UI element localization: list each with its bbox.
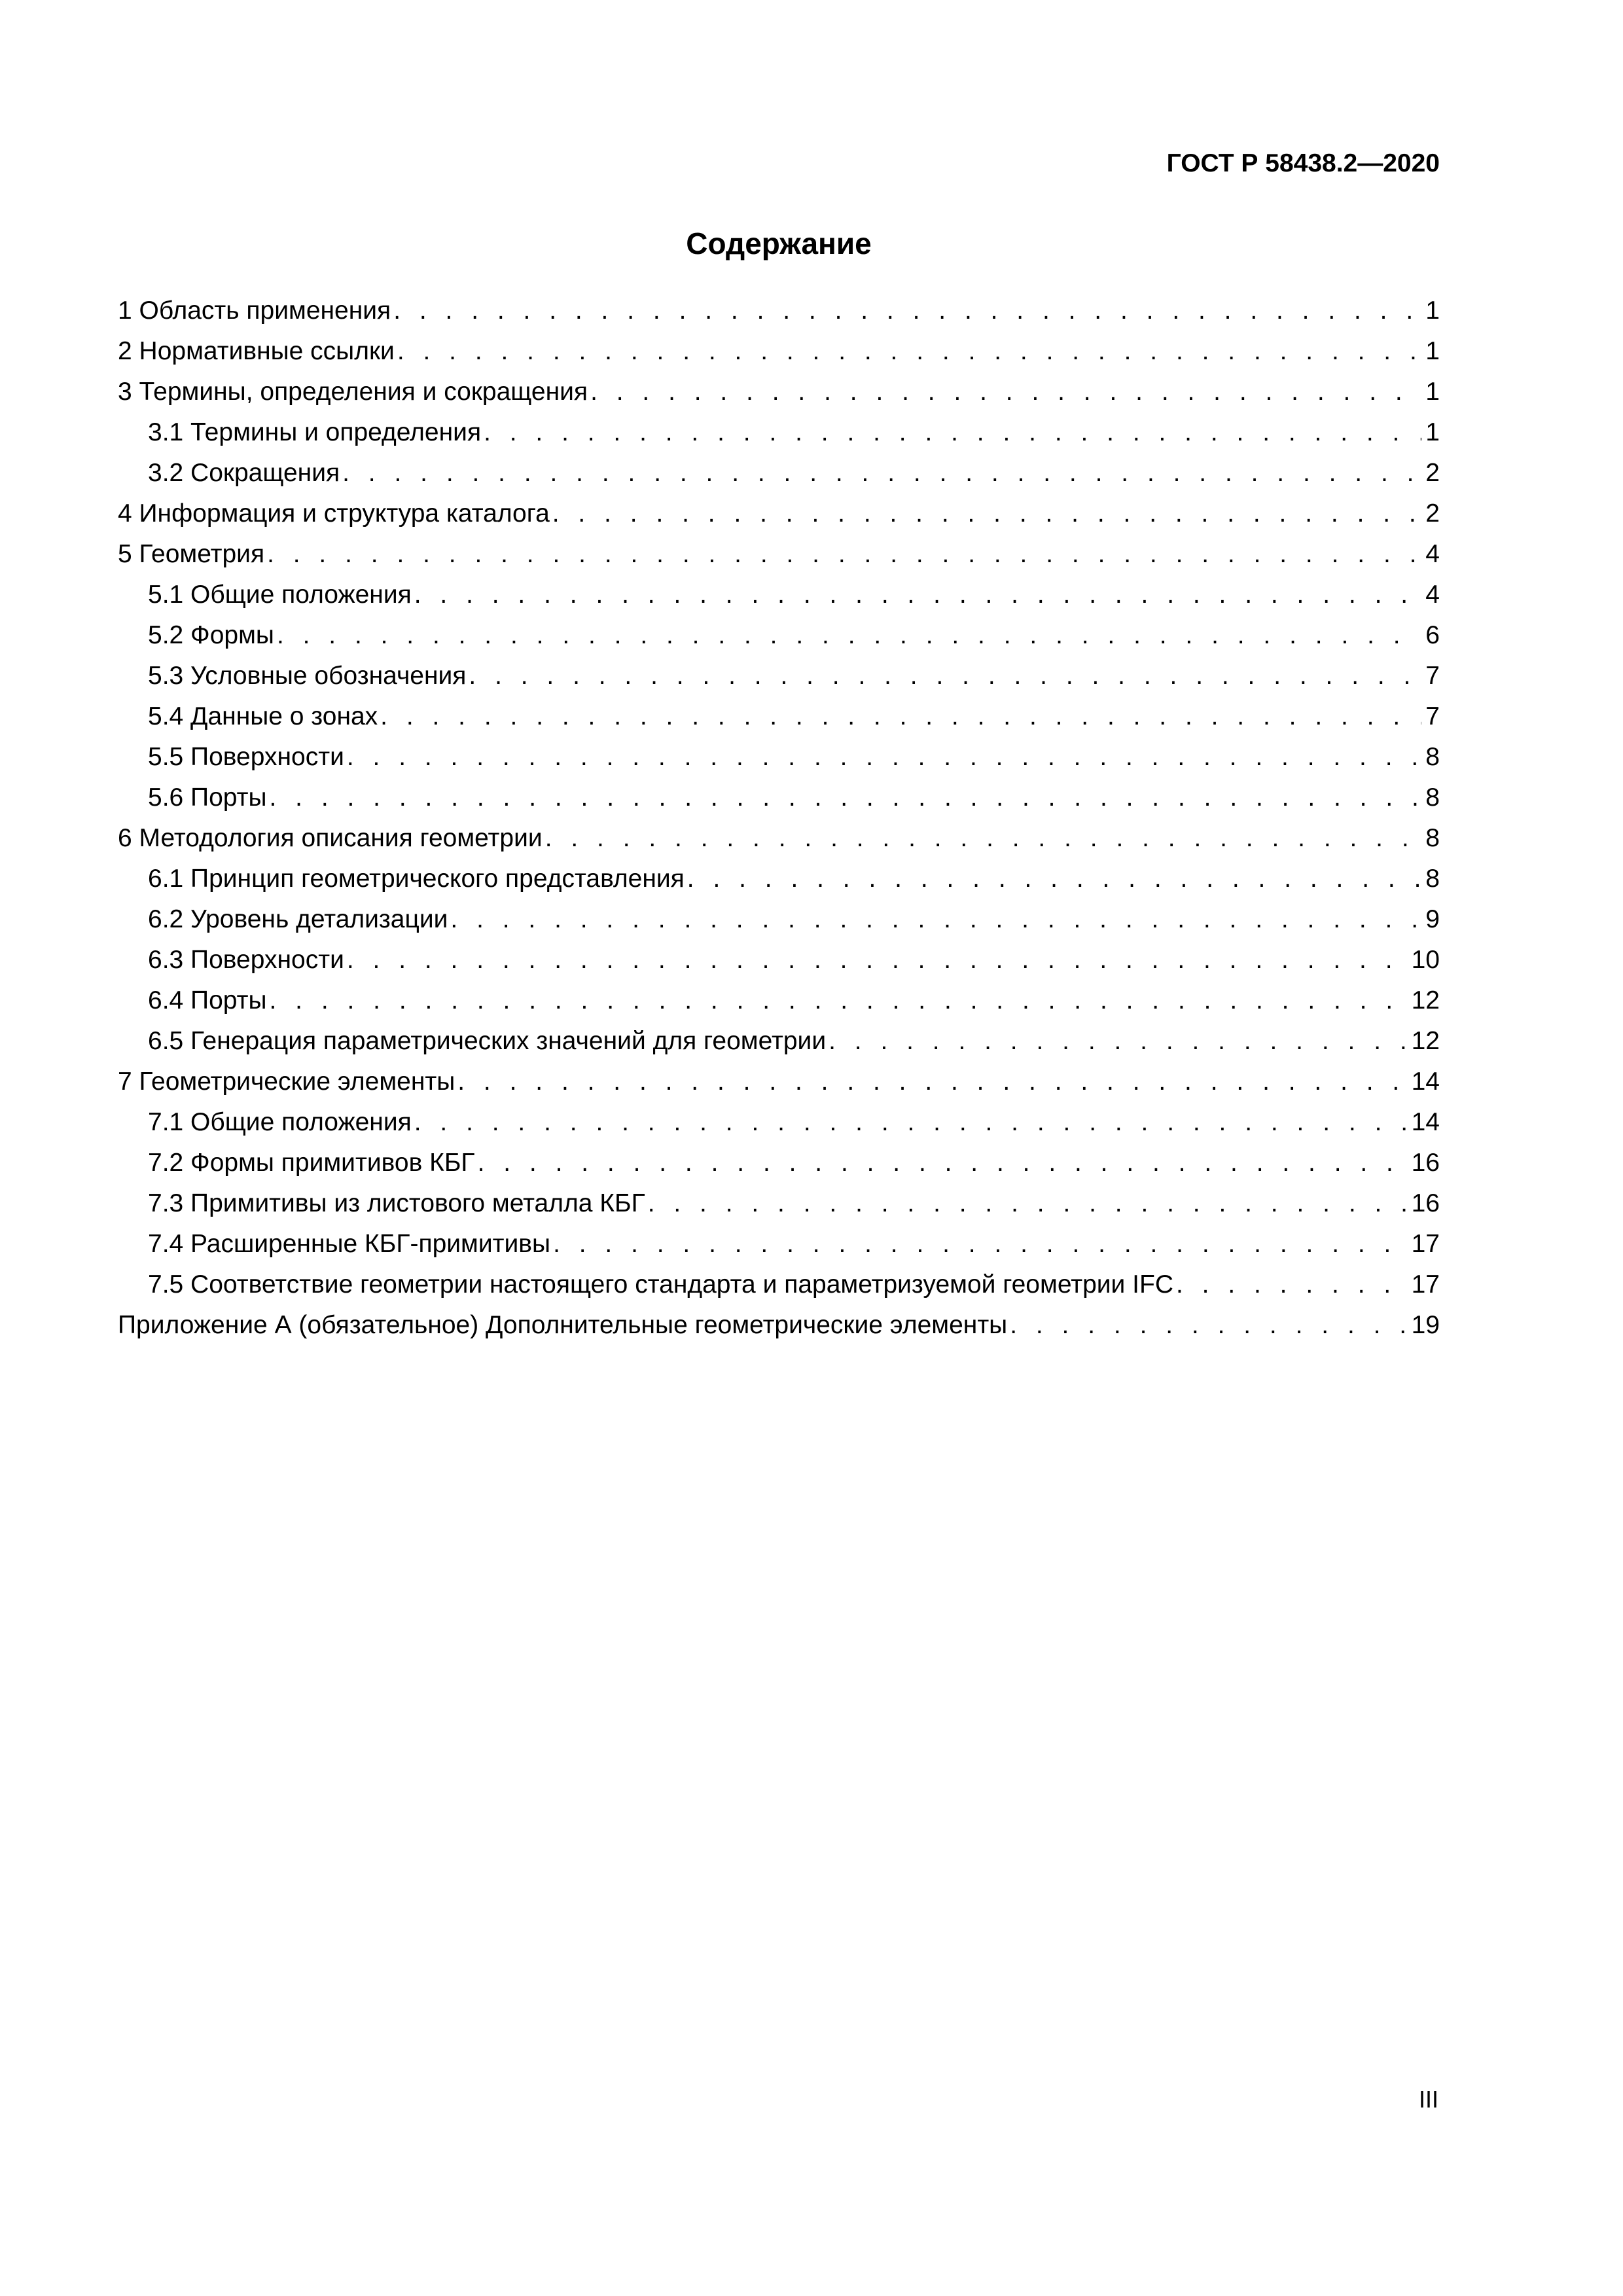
table-of-contents — [118, 291, 1440, 1346]
toc-entry-page: 17 — [1411, 1230, 1440, 1258]
toc-entry[interactable] — [118, 980, 1440, 1021]
toc-entry-page: 8 — [1425, 743, 1440, 771]
toc-entry[interactable] — [118, 1143, 1440, 1183]
toc-entry-page: 1 — [1425, 418, 1440, 446]
toc-entry-label: 5.6 Порты — [148, 783, 267, 812]
toc-entry-label: 3.2 Сокращения — [148, 459, 340, 487]
toc-entry-label: 7.2 Формы примитивов КБГ — [148, 1149, 475, 1177]
toc-dot-leader — [380, 696, 1421, 737]
toc-dot-leader — [397, 331, 1421, 372]
toc-dot-leader — [1176, 1265, 1408, 1305]
toc-dot-leader — [484, 412, 1421, 453]
toc-entry[interactable] — [118, 899, 1440, 940]
toc-entry[interactable] — [118, 1062, 1440, 1102]
toc-entry[interactable] — [118, 331, 1440, 372]
toc-entry-page: 2 — [1425, 499, 1440, 528]
toc-entry-page: 4 — [1425, 581, 1440, 609]
document-code: ГОСТ Р 58438.2—2020 — [1166, 149, 1440, 177]
toc-entry-label: 5 Геометрия — [118, 540, 265, 568]
toc-entry[interactable] — [118, 859, 1440, 899]
toc-entry-label: 7 Геометрические элементы — [118, 1067, 455, 1096]
toc-entry[interactable] — [118, 575, 1440, 615]
toc-entry[interactable] — [118, 1224, 1440, 1265]
toc-dot-leader — [457, 1062, 1407, 1102]
toc-entry-label: 5.2 Формы — [148, 621, 274, 649]
toc-entry-label: Приложение А (обязательное) Дополнительные геометрические элементы — [118, 1311, 1008, 1339]
toc-entry-label: 7.1 Общие положения — [148, 1108, 412, 1136]
toc-entry-page: 2 — [1425, 459, 1440, 487]
toc-entry-label: 1 Область применения — [118, 296, 391, 325]
toc-entry[interactable] — [118, 1265, 1440, 1305]
toc-dot-leader — [553, 1224, 1408, 1265]
toc-entry-page: 1 — [1425, 378, 1440, 406]
toc-entry-label: 5.5 Поверхности — [148, 743, 344, 771]
toc-entry-label: 6.5 Генерация параметрических значений для геометрии — [148, 1027, 827, 1055]
toc-dot-leader — [648, 1183, 1408, 1224]
toc-dot-leader — [687, 859, 1422, 899]
toc-entry-page: 7 — [1425, 702, 1440, 730]
toc-entry-page: 10 — [1411, 946, 1440, 974]
toc-dot-leader — [469, 656, 1421, 696]
page-number: III — [1418, 2086, 1438, 2113]
toc-dot-leader — [277, 615, 1421, 656]
toc-dot-leader — [545, 818, 1422, 859]
toc-entry-page: 8 — [1425, 783, 1440, 812]
toc-entry[interactable] — [118, 1102, 1440, 1143]
toc-dot-leader — [270, 778, 1422, 818]
toc-entry-page: 14 — [1411, 1108, 1440, 1136]
toc-entry[interactable] — [118, 534, 1440, 575]
toc-entry-page: 7 — [1425, 662, 1440, 690]
toc-dot-leader — [450, 899, 1421, 940]
toc-entry-page: 19 — [1411, 1311, 1440, 1339]
toc-entry-label: 5.3 Условные обозначения — [148, 662, 467, 690]
toc-entry-label: 3.1 Термины и определения — [148, 418, 482, 446]
toc-entry-label: 7.4 Расширенные КБГ-примитивы — [148, 1230, 551, 1258]
toc-entry-label: 6 Методология описания геометрии — [118, 824, 543, 852]
toc-entry-page: 1 — [1425, 337, 1440, 365]
toc-entry-label: 5.1 Общие положения — [148, 581, 412, 609]
toc-entry[interactable] — [118, 737, 1440, 778]
toc-dot-leader — [478, 1143, 1408, 1183]
toc-dot-leader — [552, 493, 1422, 534]
toc-entry[interactable] — [118, 1305, 1440, 1346]
toc-entry-page: 1 — [1425, 296, 1440, 325]
toc-entry[interactable] — [118, 818, 1440, 859]
toc-entry[interactable] — [118, 372, 1440, 412]
toc-entry-label: 6.1 Принцип геометрического представления — [148, 865, 685, 893]
toc-entry[interactable] — [118, 940, 1440, 980]
toc-entry[interactable] — [118, 453, 1440, 493]
toc-dot-leader — [829, 1021, 1408, 1062]
toc-dot-leader — [393, 291, 1421, 331]
toc-entry-label: 4 Информация и структура каталога — [118, 499, 550, 528]
toc-entry[interactable] — [118, 615, 1440, 656]
toc-entry-page: 17 — [1411, 1270, 1440, 1299]
toc-entry[interactable] — [118, 778, 1440, 818]
toc-dot-leader — [1010, 1305, 1407, 1346]
toc-entry[interactable] — [118, 493, 1440, 534]
toc-dot-leader — [590, 372, 1421, 412]
toc-entry-label: 5.4 Данные о зонах — [148, 702, 378, 730]
toc-entry-label: 2 Нормативные ссылки — [118, 337, 395, 365]
toc-entry-page: 9 — [1425, 905, 1440, 933]
toc-entry[interactable] — [118, 1021, 1440, 1062]
toc-dot-leader — [414, 575, 1422, 615]
toc-dot-leader — [347, 940, 1408, 980]
toc-entry-page: 4 — [1425, 540, 1440, 568]
toc-entry-label: 6.2 Уровень детализации — [148, 905, 448, 933]
toc-entry[interactable] — [118, 696, 1440, 737]
toc-dot-leader — [347, 737, 1421, 778]
toc-dot-leader — [267, 534, 1421, 575]
toc-entry[interactable] — [118, 412, 1440, 453]
toc-entry-page: 12 — [1411, 986, 1440, 1014]
toc-entry-page: 8 — [1425, 865, 1440, 893]
toc-title: Содержание — [686, 226, 872, 260]
toc-entry-label: 3 Термины, определения и сокращения — [118, 378, 588, 406]
toc-entry-page: 12 — [1411, 1027, 1440, 1055]
toc-entry-label: 7.5 Соответствие геометрии настоящего стандарта и параметризуемой геометрии IFC — [148, 1270, 1173, 1299]
toc-entry-label: 7.3 Примитивы из листового металла КБГ — [148, 1189, 645, 1217]
toc-dot-leader — [414, 1102, 1408, 1143]
toc-dot-leader — [342, 453, 1421, 493]
toc-dot-leader — [270, 980, 1408, 1021]
toc-entry-page: 14 — [1411, 1067, 1440, 1096]
toc-entry-page: 16 — [1411, 1149, 1440, 1177]
toc-entry[interactable] — [118, 1183, 1440, 1224]
toc-entry-page: 8 — [1425, 824, 1440, 852]
toc-entry-page: 16 — [1411, 1189, 1440, 1217]
toc-entry[interactable] — [118, 291, 1440, 331]
toc-entry[interactable] — [118, 656, 1440, 696]
toc-entry-label: 6.3 Поверхности — [148, 946, 344, 974]
toc-entry-label: 6.4 Порты — [148, 986, 267, 1014]
toc-entry-page: 6 — [1425, 621, 1440, 649]
